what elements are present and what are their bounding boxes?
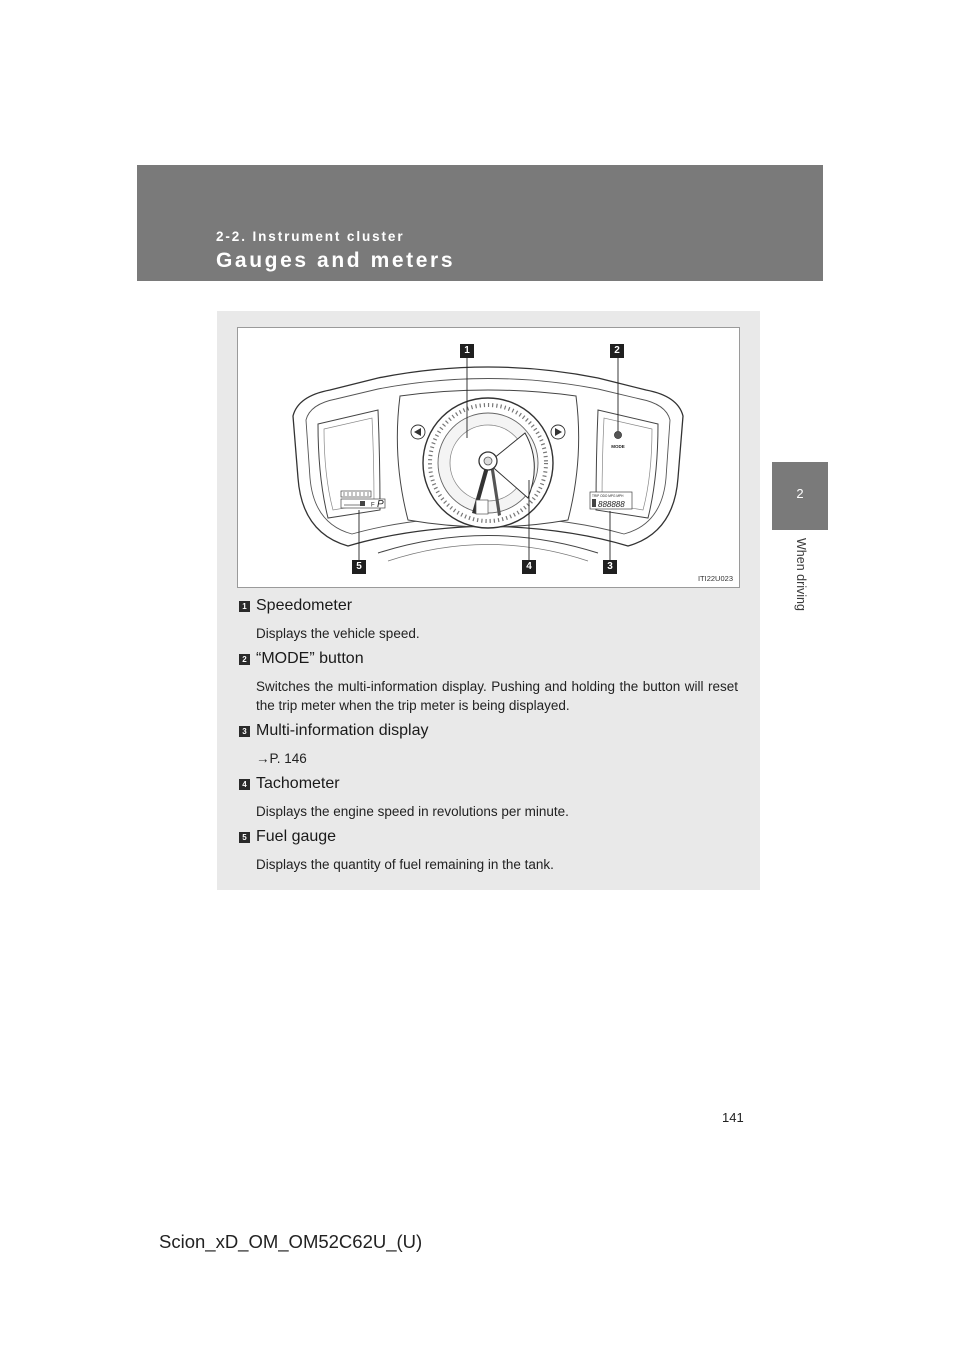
document-id: Scion_xD_OM_OM52C62U_(U) <box>159 1231 423 1252</box>
mode-label: MODE <box>611 444 625 449</box>
page-title: Gauges and meters <box>216 249 456 272</box>
svg-text:P: P <box>377 499 384 510</box>
item-title: Speedometer <box>256 597 353 614</box>
item-title: Tachometer <box>256 775 340 792</box>
header-band <box>137 165 823 281</box>
trip-label: TRIP ODO MPG MPH <box>592 494 624 498</box>
item-number-badge: 5 <box>239 832 250 843</box>
callout-2: 2 <box>610 344 624 358</box>
chapter-tab <box>772 462 828 530</box>
item-number-badge: 4 <box>239 779 250 790</box>
content-panel <box>217 311 760 890</box>
item-number-badge: 3 <box>239 726 250 737</box>
odo-digits: 888888 <box>598 500 625 509</box>
cluster-illustration <box>238 328 739 587</box>
instrument-cluster-figure <box>237 327 740 588</box>
page-number: 141 <box>722 1110 744 1125</box>
chapter-number: 2 <box>796 486 804 501</box>
callout-3: 3 <box>603 560 617 574</box>
item-description: Displays the quantity of fuel remaining in the tank. <box>256 857 554 872</box>
chapter-label: When driving <box>794 538 808 611</box>
item-description: Displays the vehicle speed. <box>256 626 420 641</box>
item-number-badge: 1 <box>239 601 250 612</box>
callout-4: 4 <box>522 560 536 574</box>
page-reference-link[interactable]: →P. 146 <box>256 751 307 766</box>
item-title: Multi-information display <box>256 722 429 739</box>
item-title: Fuel gauge <box>256 828 337 845</box>
callout-1: 1 <box>460 344 474 358</box>
item-description: Switches the multi-information display. Pushing and holding the button will reset the trip meter when the trip meter is being displayed. <box>256 679 738 713</box>
item-description: Displays the engine speed in revolutions per minute. <box>256 804 569 819</box>
figure-code: ITI22U023 <box>697 574 733 583</box>
section-label: 2-2. Instrument cluster <box>216 229 405 244</box>
item-title: “MODE” button <box>256 650 364 667</box>
item-number-badge: 2 <box>239 654 250 665</box>
callout-5: 5 <box>352 560 366 574</box>
chapter-label-wrap <box>770 538 830 648</box>
fuel-letter: F <box>371 502 375 509</box>
